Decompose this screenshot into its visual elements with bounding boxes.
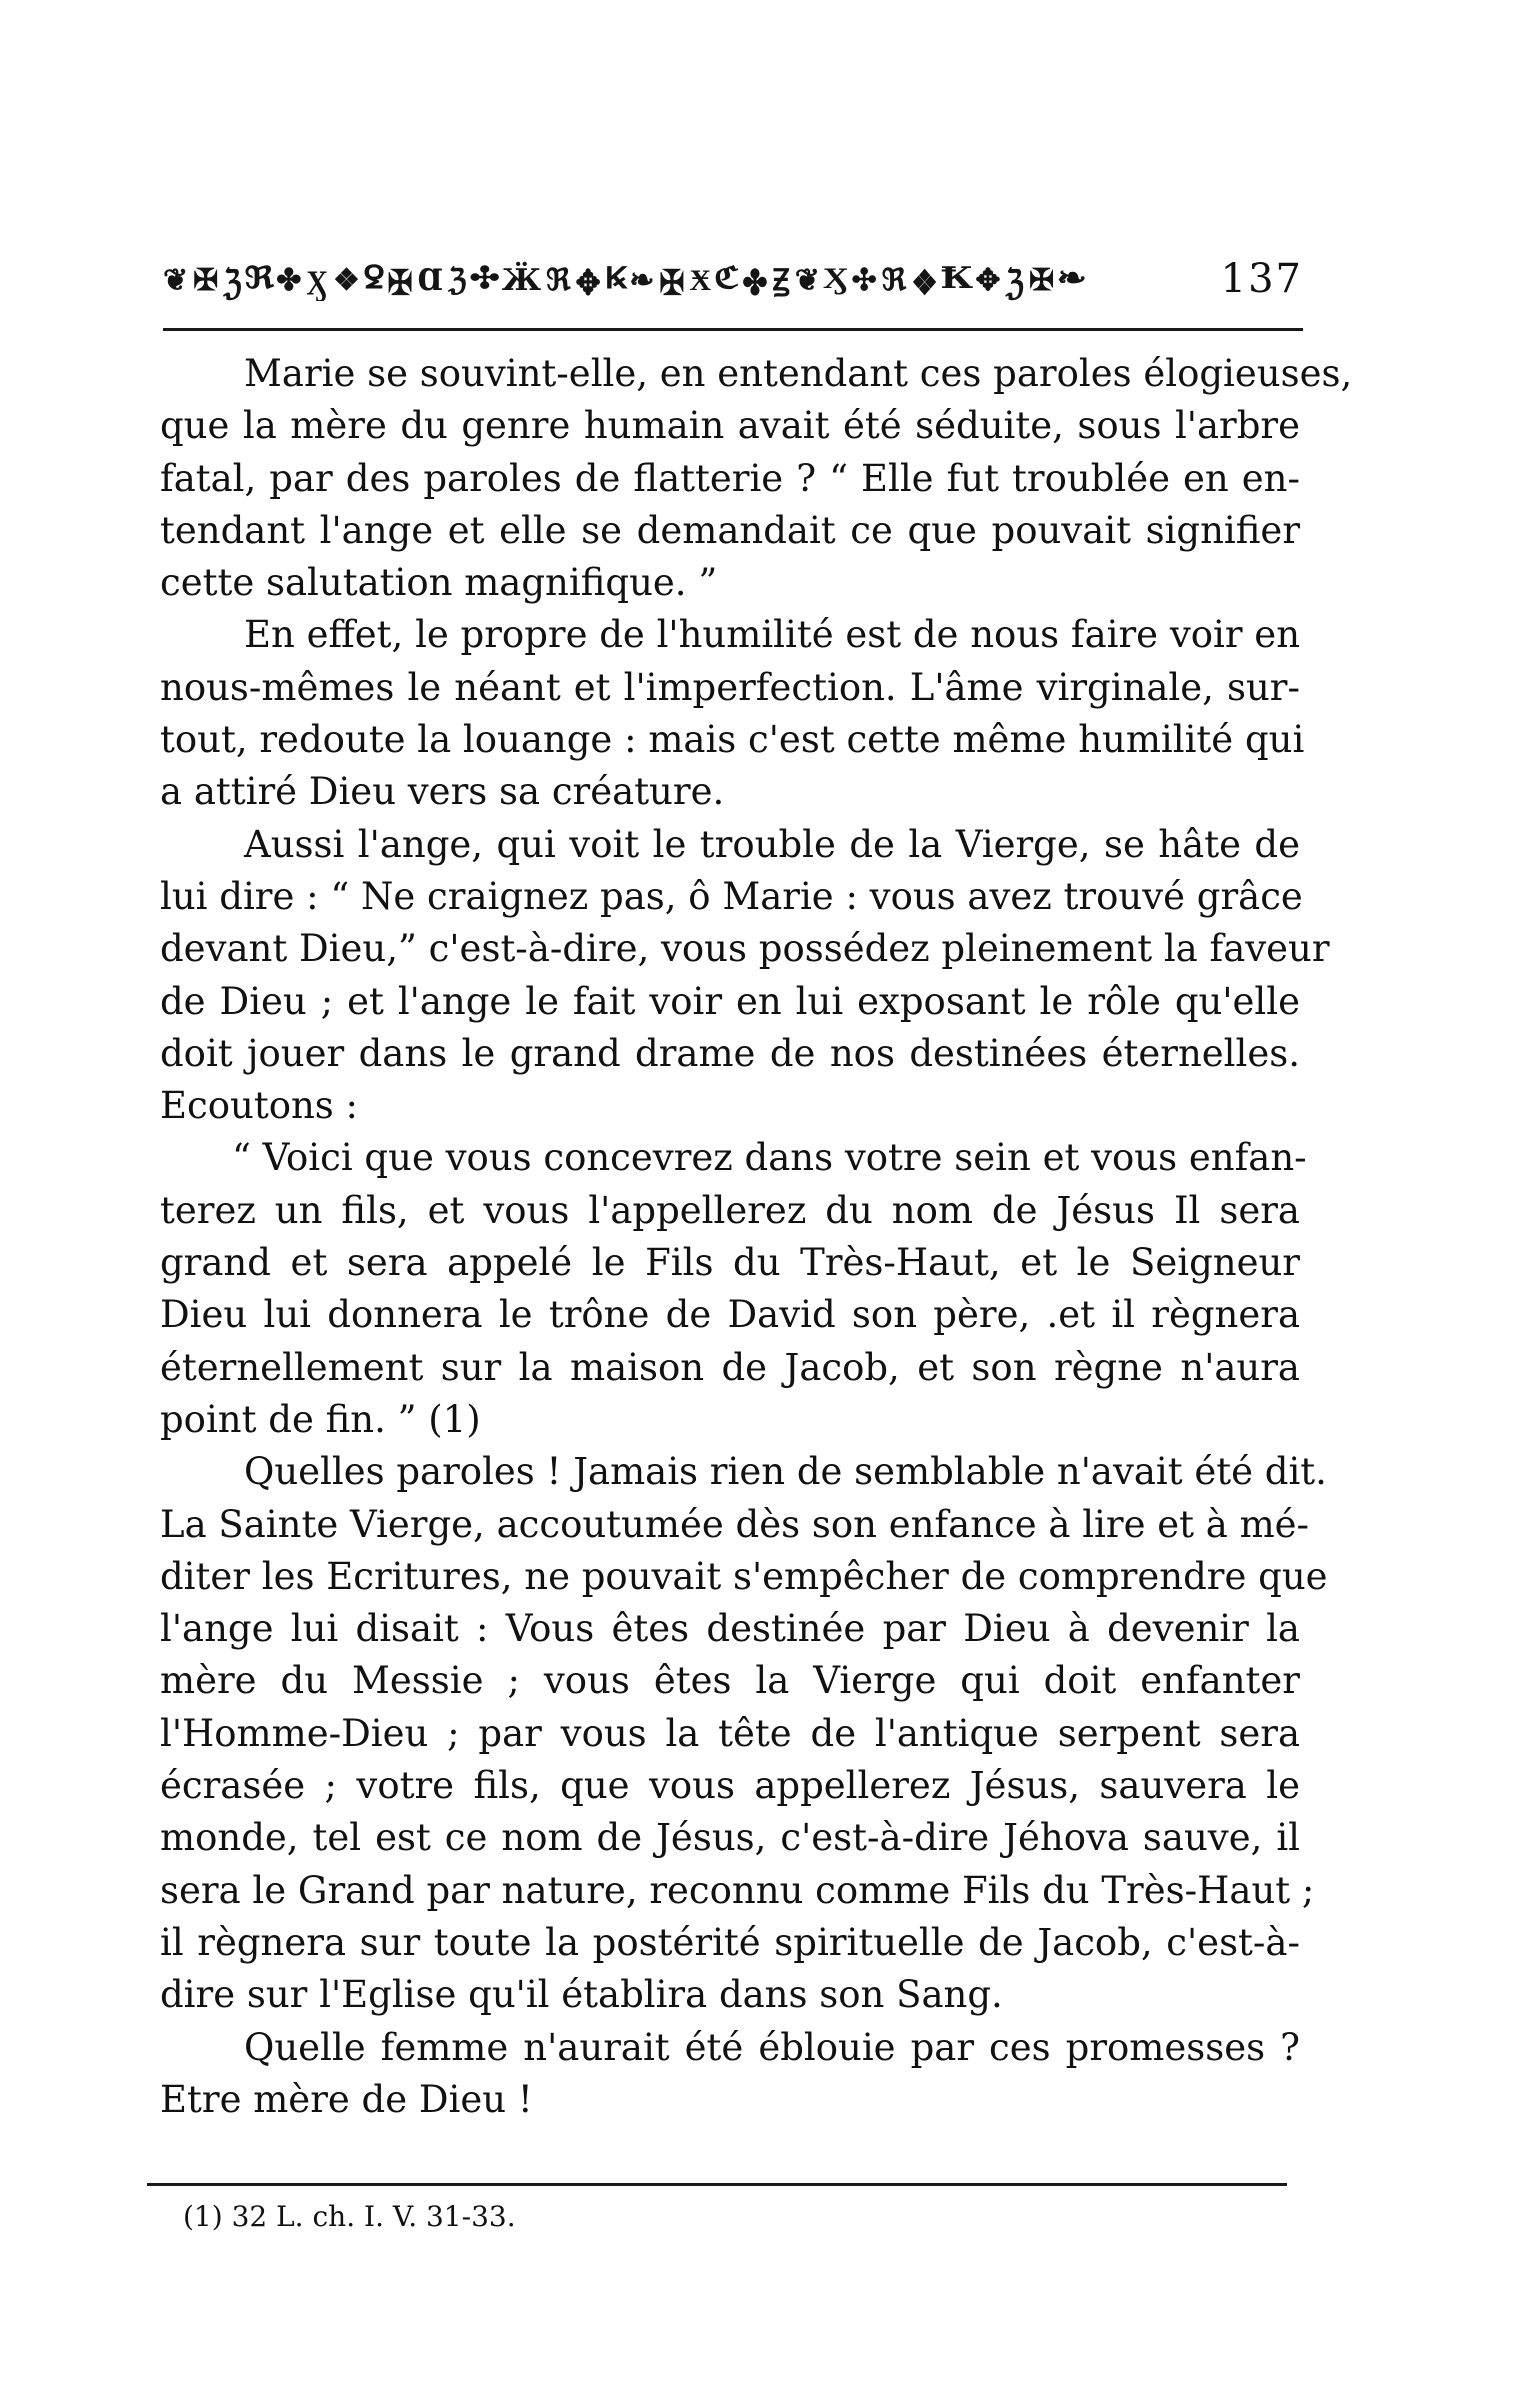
text-line: que la mère du genre humain avait été séduite, sous l'arbre (160, 404, 1300, 448)
text-line: monde, tel est ce nom de Jésus, c'est-à-dire Jéhova sauve, il (160, 1816, 1300, 1860)
text-line: de Dieu ; et l'ange le fait voir en lui exposant le rôle qu'elle (160, 979, 1300, 1023)
text-line: fatal, par des paroles de flatterie ? “ Elle fut troublée en en- (160, 456, 1300, 500)
text-line: tout, redoute la louange : mais c'est cette même humilité qui (160, 718, 1305, 762)
text-line: Dieu lui donnera le trône de David son père, .et il règnera (160, 1293, 1300, 1337)
text-line: mère du Messie ; vous êtes la Vierge qui doit enfanter (160, 1659, 1300, 1703)
footnote-rule (147, 2183, 1287, 2186)
text-line: Aussi l'ange, qui voit le trouble de la Vierge, se hâte de (244, 822, 1300, 866)
text-line: Marie se souvint-elle, en entendant ces paroles élogieuses, (244, 352, 1353, 395)
text-line: En effet, le propre de l'humilité est de nous faire voir en (244, 613, 1301, 657)
text-line: dire sur l'Eglise qu'il établira dans son Sang. (160, 1973, 1003, 2017)
text-line: il règnera sur toute la postérité spirituelle de Jacob, c'est-à- (160, 1920, 1300, 1964)
text-line: terez un fils, et vous l'appellerez du nom de Jésus Il sera (160, 1188, 1300, 1232)
page-number: 137 (1220, 256, 1303, 302)
text-line: a attiré Dieu vers sa créature. (160, 770, 725, 814)
text-line: sera le Grand par nature, reconnu comme Fils du Très-Haut ; (160, 1868, 1315, 1912)
text-line: écrasée ; votre fils, que vous appellerez Jésus, sauvera le (160, 1764, 1300, 1808)
text-line: l'Homme-Dieu ; par vous la tête de l'antique serpent sera (160, 1711, 1300, 1755)
main-text (160, 348, 1353, 2126)
text-line: grand et sera appelé le Fils du Très-Haut, et le Seigneur (160, 1241, 1300, 1285)
text-line: point de fin. ” (1) (160, 1397, 481, 1441)
text-line: éternellement sur la maison de Jacob, et son règne n'aura (160, 1345, 1300, 1389)
text-line: tendant l'ange et elle se demandait ce que pouvait signifier (160, 508, 1300, 552)
text-line: Ecoutons : (160, 1084, 359, 1128)
decorative-header-ornament: ❦ ✠ ℨ ℜ ✤ Ӽ ❖ ꝿ ✠ Ɑ ℨ ✣ Ӝ ℜ ✥ Ꝃ ❧ ✠ Ӿ ℭ ✤ Ꙃ ❦ Ӽ ✣ ℜ ❖ Ꝁ ✥ ℨ ✠ ❧ (163, 261, 1086, 301)
text-line: diter les Ecritures, ne pouvait s'empêcher de comprendre que (160, 1554, 1328, 1598)
text-line: La Sainte Vierge, accoutumée dès son enfance à lire et à mé- (160, 1502, 1310, 1546)
text-line: l'ange lui disait : Vous êtes destinée par Dieu à devenir la (160, 1607, 1300, 1651)
text-line: “ Voici que vous concevrez dans votre sein et vous enfan- (232, 1136, 1307, 1180)
text-line: Quelle femme n'aurait été éblouie par ces promesses ? (244, 2025, 1300, 2069)
running-head (163, 255, 1303, 315)
text-line: nous-mêmes le néant et l'imperfection. L'âme virginale, sur- (160, 665, 1300, 709)
header-rule (163, 328, 1303, 331)
text-line: Etre mère de Dieu ! (160, 2077, 533, 2121)
text-line: cette salutation magnifique. ” (160, 561, 718, 605)
text-line: devant Dieu,” c'est-à-dire, vous possédez pleinement la faveur (160, 927, 1330, 971)
text-line: lui dire : “ Ne craignez pas, ô Marie : vous avez trouvé grâce (160, 874, 1303, 918)
text-line: doit jouer dans le grand drame de nos destinées éternelles. (160, 1031, 1300, 1075)
footnote: (1) 32 L. ch. I. V. 31-33. (183, 2200, 516, 2233)
text-line: Quelles paroles ! Jamais rien de semblable n'avait été dit. (244, 1450, 1327, 1494)
